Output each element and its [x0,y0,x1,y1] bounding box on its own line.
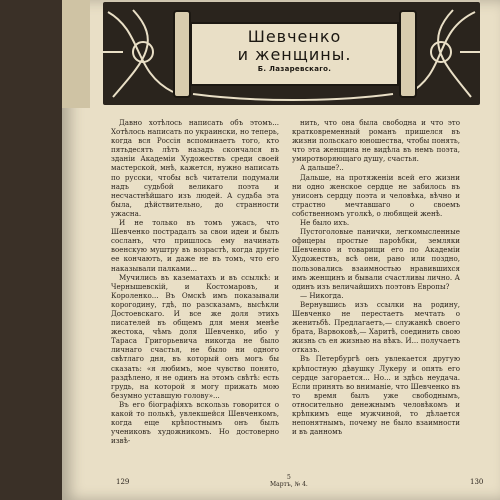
text-column-right [292,118,460,436]
paragraph: Пустоголовые панички, легкомысленные офицеры простые пароѣбки, земляки Шевченко и товарищи его по Академіи Художествъ, всѣ они, рано или поздно, пользовались взаимностью нравившихся имъ женщинъ и бывали счастливы лично. А одинъ изъ величайшихъ поэтовъ Европы? [292,227,460,291]
paragraph: нить, что она была свободна и что это кратковременный романъ пришелся въ жизни польскаго юношества, чтобы понять, что эта женщина не видѣла въ немъ поэта, умиротворяющаго душу, счастья. [292,118,460,164]
article-title: Шевченко и женщины. [237,27,352,64]
article-author: Б. Лазаревскаго. [257,65,332,73]
title-plate [190,22,399,86]
paragraph: И не только въ томъ ужасъ, что Шевченко пострадалъ за свои идеи и былъ сосланъ, что пришлось ему начинать военскую муштру въ возрастѣ, когда другіе ее кончаютъ, и даже не въ томъ, что его наказывали палками... [111,218,279,273]
issue-date: Мартъ, № 4. [270,481,308,488]
page-number-right: 130 [470,478,484,486]
signature-number: 5 [287,474,291,481]
paragraph: Давно хотѣлось написать объ этомъ... Хотѣлось написать по украински, но теперь, когда вся Россія вспоминаетъ того, кто пятьдесятъ лѣтъ назадъ скончался въ зданіи Академіи Художествъ среди своей мастерской, мнѣ, кажется, нужно написать по русски, чтобы всѣ читатели подумали надъ судьбой великаго поэта и несчастнѣйшаго изъ людей. А судьба эта была, дѣйствительно, до странности ужасна. [111,118,279,218]
right-scroll-ornament [399,10,417,98]
paragraph: Вернувшись изъ ссылки на родину, Шевченко не перестаетъ мечтать о женитьбѣ. Предлагаетъ,— служанкѣ своего брата, Варвоковѣ,— Харитѣ, соединить свою жизнь съ ея жизнью на вѣкъ. И... получаетъ отказъ. [292,299,460,355]
paragraph: Въ его біографіяхъ вскользь говорится о какой то полькѣ, увлекшейся Шевченкомъ, когда еще крѣпостнымъ онъ былъ учениковъ художникомъ. Но достоверно извѣ- [111,399,279,446]
paragraph: Не было ихъ. [300,218,350,228]
paragraph: Мучились въ казематахъ и въ ссылкѣ: и Чернышевскій, и Костомаровъ, и Короленко... Въ Омскѣ имъ показывали корогодину, гдѣ, по разсказамъ, высѣкли Достоевскаго. И все же доля этихъ писателей въ общемъ для меня менѣе жестока, чѣмъ доля Шевченко, ибо у Тараса Григорьевича никогда не было личнаго счастья, не было ни одного свѣтлаго дня, въ который онъ могъ бы сказать: «я любимъ, мое чувство понято, раздѣлено, я не одинъ на этомъ свѣтѣ: есть грудь, на которой я могу прижать мою безумно уставшую голову»... [111,272,279,400]
header-ornament [103,2,480,105]
left-scroll-ornament [173,10,191,98]
issue-info [270,474,308,488]
paragraph: — Никогда. [300,290,344,300]
page-number-left: 129 [116,478,130,486]
page-edge [62,0,90,108]
text-column-left [111,118,279,445]
paragraph: Въ Петербургѣ онъ увлекается другую крѣпостную дѣвушку Лукеру и опять его сердце загорается... Но... и здѣсь неудача. Если принять во вниманіе, что Шевченко въ то время былъ уже свободнымъ, относительно денежнымъ человѣкомъ и крѣпкимъ еще мужчиной, то дѣлается непонятнымъ, почему не было взаимности и въ данномъ [292,354,460,437]
paragraph: Дальше, на протяженіи всей его жизни ни одно женское сердце не забилось въ унисонъ сердцу поэта и человѣка, вѣчно и страстно мечтавшаго о своемъ собственномъ уголкѣ, о любящей женѣ. [292,172,460,218]
paragraph: А дальше?.. [300,163,344,173]
